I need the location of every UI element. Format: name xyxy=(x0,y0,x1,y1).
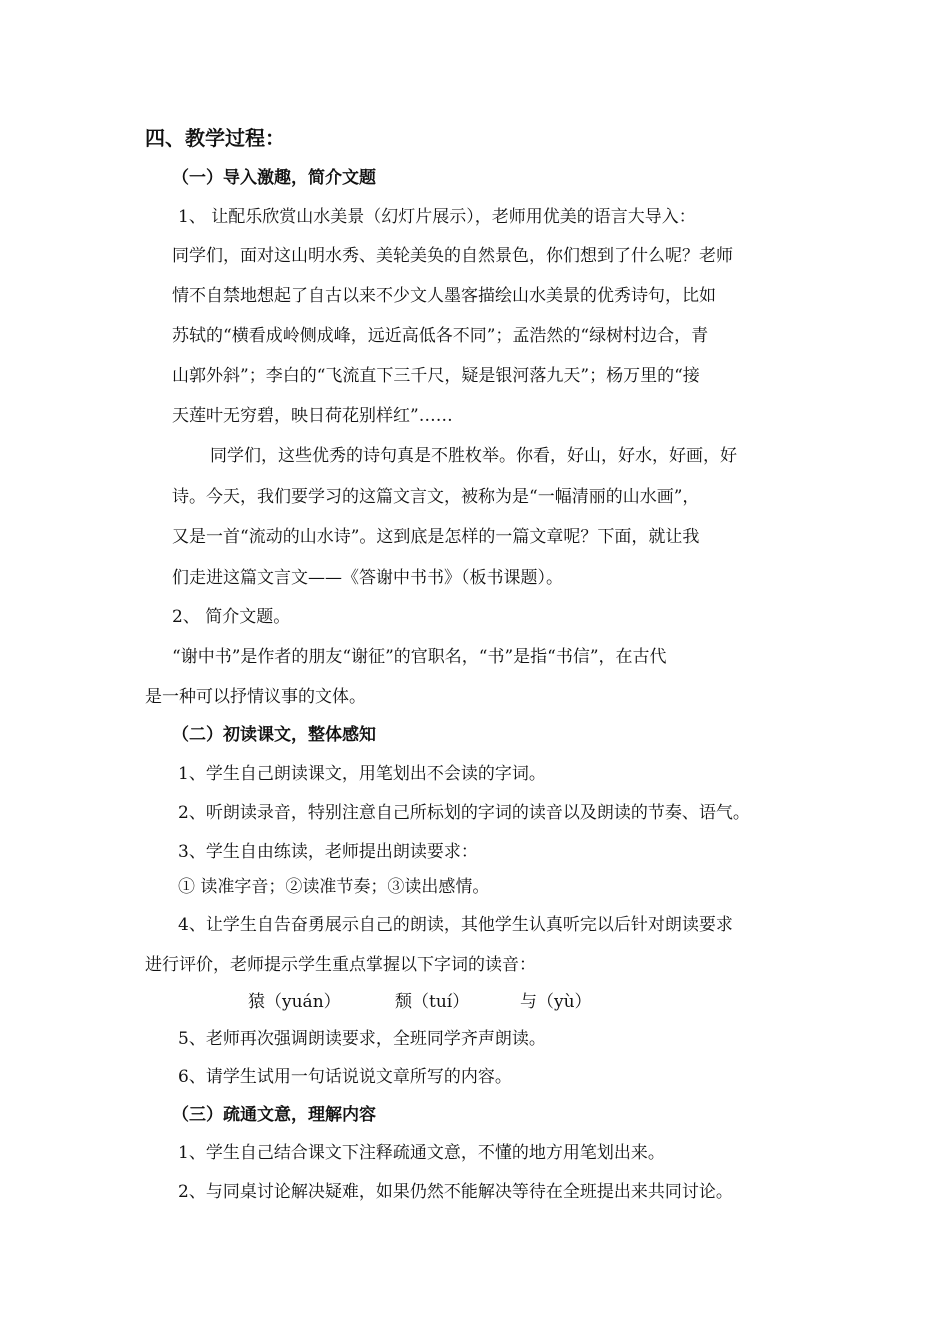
text-line: 情不自禁地想起了自古以来不少文人墨客描绘山水美景的优秀诗句，比如 xyxy=(172,286,716,306)
pronunciation-item: 与（yù） xyxy=(520,992,592,1012)
list-item: 4、让学生自告奋勇展示自己的朗读，其他学生认真听完以后针对朗读要求 xyxy=(178,915,733,935)
text-line: 苏轼的“横看成岭侧成峰，远近高低各不同”；孟浩然的“绿树村边合，青 xyxy=(172,326,709,346)
list-item: 1、学生自己结合课文下注释疏通文意，不懂的地方用笔划出来。 xyxy=(178,1143,665,1163)
text-line: 们走进这篇文言文——《答谢中书书》（板书课题）。 xyxy=(172,568,563,588)
section-heading: 四、教学过程： xyxy=(145,126,285,150)
pronunciation-item: 猿（yuán） xyxy=(248,992,341,1012)
text-line: 进行评价，老师提示学生重点掌握以下字词的读音： xyxy=(145,955,536,975)
text-line: 同学们，这些优秀的诗句真是不胜枚举。你看，好山，好水，好画，好 xyxy=(210,446,737,466)
text-line: 是一种可以抒情议事的文体。 xyxy=(145,687,366,707)
text-line: 2、 简介文题。 xyxy=(172,607,291,627)
list-item: 2、听朗读录音，特别注意自己所标划的字词的读音以及朗读的节奏、语气。 xyxy=(178,803,750,823)
subsection-title-1: （一）导入激趣，简介文题 xyxy=(172,168,376,188)
text-line: 又是一首“流动的山水诗”。这到底是怎样的一篇文章呢？下面，就让我 xyxy=(172,527,700,547)
text-line: 山郭外斜”；李白的“飞流直下三千尺，疑是银河落九天”；杨万里的“接 xyxy=(172,366,700,386)
text-line: “谢中书”是作者的朋友“谢征”的官职名，“书”是指“书信”，在古代 xyxy=(172,647,667,667)
subsection-title-3: （三）疏通文意，理解内容 xyxy=(172,1105,376,1125)
list-item: 5、老师再次强调朗读要求，全班同学齐声朗读。 xyxy=(178,1029,546,1049)
subsection-title-2: （二）初读课文，整体感知 xyxy=(172,725,376,745)
text-line: 1、 让配乐欣赏山水美景（幻灯片展示），老师用优美的语言大导入： xyxy=(178,207,696,227)
list-item: 2、与同桌讨论解决疑难，如果仍然不能解决等待在全班提出来共同讨论。 xyxy=(178,1182,733,1202)
list-item: 1、学生自己朗读课文，用笔划出不会读的字词。 xyxy=(178,764,546,784)
text-line: 天莲叶无穷碧，映日荷花别样红”…… xyxy=(172,406,453,426)
text-line: 诗。今天，我们要学习的这篇文言文，被称为是“一幅清丽的山水画”， xyxy=(172,487,700,507)
pronunciation-item: 颓（tuí） xyxy=(395,992,470,1012)
text-line: 同学们，面对这山明水秀、美轮美奂的自然景色，你们想到了什么呢？老师 xyxy=(172,246,733,266)
list-item: 3、学生自由练读，老师提出朗读要求： xyxy=(178,842,478,862)
list-item: ① 读准字音；②读准节奏；③读出感情。 xyxy=(178,877,490,897)
list-item: 6、请学生试用一句话说说文章所写的内容。 xyxy=(178,1067,512,1087)
